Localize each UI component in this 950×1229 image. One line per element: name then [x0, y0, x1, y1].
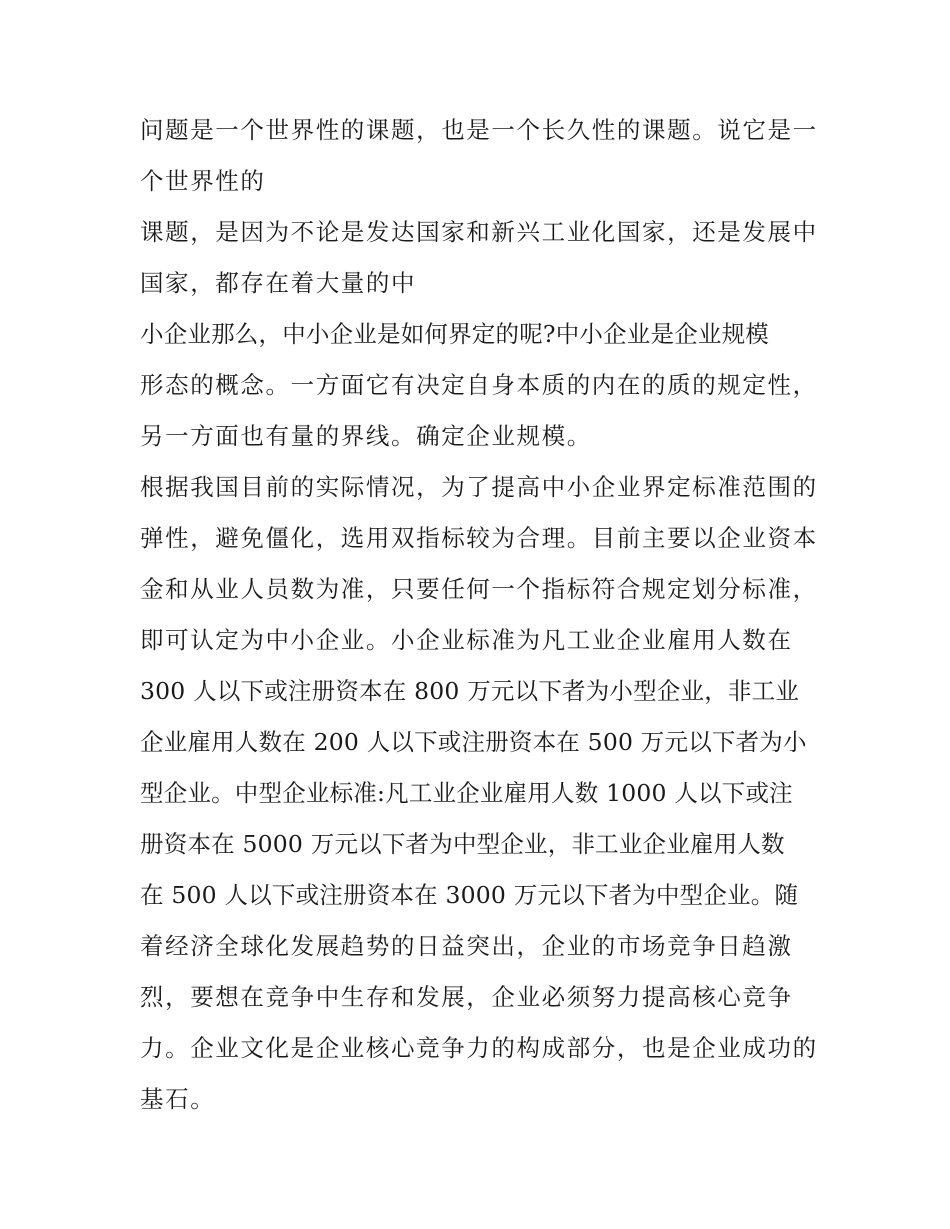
- text-line: 型企业。中型企业标准:凡工业企业雇用人数 1000 人以下或注: [140, 779, 793, 807]
- text-line: 在 500 人以下或注册资本在 3000 万元以下者为中型企业。随: [140, 881, 799, 909]
- text-line: 小企业那么，中小企业是如何界定的呢?中小企业是企业规模: [140, 320, 769, 348]
- text-line: 另一方面也有量的界线。确定企业规模。: [140, 422, 592, 450]
- text-line: 企业雇用人数在 200 人以下或注册资本在 500 万元以下者为小: [140, 728, 807, 756]
- text-line: 问题是一个世界性的课题，也是一个长久性的课题。说它是一: [140, 116, 818, 144]
- text-line: 课题，是因为不论是发达国家和新兴工业化国家，还是发展中: [140, 218, 818, 246]
- text-line: 300 人以下或注册资本在 800 万元以下者为小型企业，非工业: [140, 677, 800, 705]
- text-line: 着经济全球化发展趋势的日益突出，企业的市场竞争日趋激: [140, 932, 793, 960]
- text-line: 烈，要想在竞争中生存和发展，企业必须努力提高核心竞争: [140, 983, 793, 1011]
- text-line: 册资本在 5000 万元以下者为中型企业，非工业企业雇用人数: [140, 830, 785, 858]
- text-line: 即可认定为中小企业。小企业标准为凡工业企业雇用人数在: [140, 626, 793, 654]
- text-line: 国家，都存在着大量的中: [140, 269, 417, 297]
- text-line: 弹性，避免僵化，选用双指标较为合理。目前主要以企业资本: [140, 524, 818, 552]
- text-line: 根据我国目前的实际情况，为了提高中小企业界定标准范围的: [140, 473, 818, 501]
- text-line: 金和从业人员数为准，只要任何一个指标符合规定划分标准，: [140, 575, 818, 603]
- text-line: 个世界性的: [140, 167, 266, 195]
- text-line: 形态的概念。一方面它有决定自身本质的内在的质的规定性，: [140, 371, 818, 399]
- text-line: 基石。: [140, 1085, 216, 1113]
- text-line: 力。企业文化是企业核心竞争力的构成部分，也是企业成功的: [140, 1034, 818, 1062]
